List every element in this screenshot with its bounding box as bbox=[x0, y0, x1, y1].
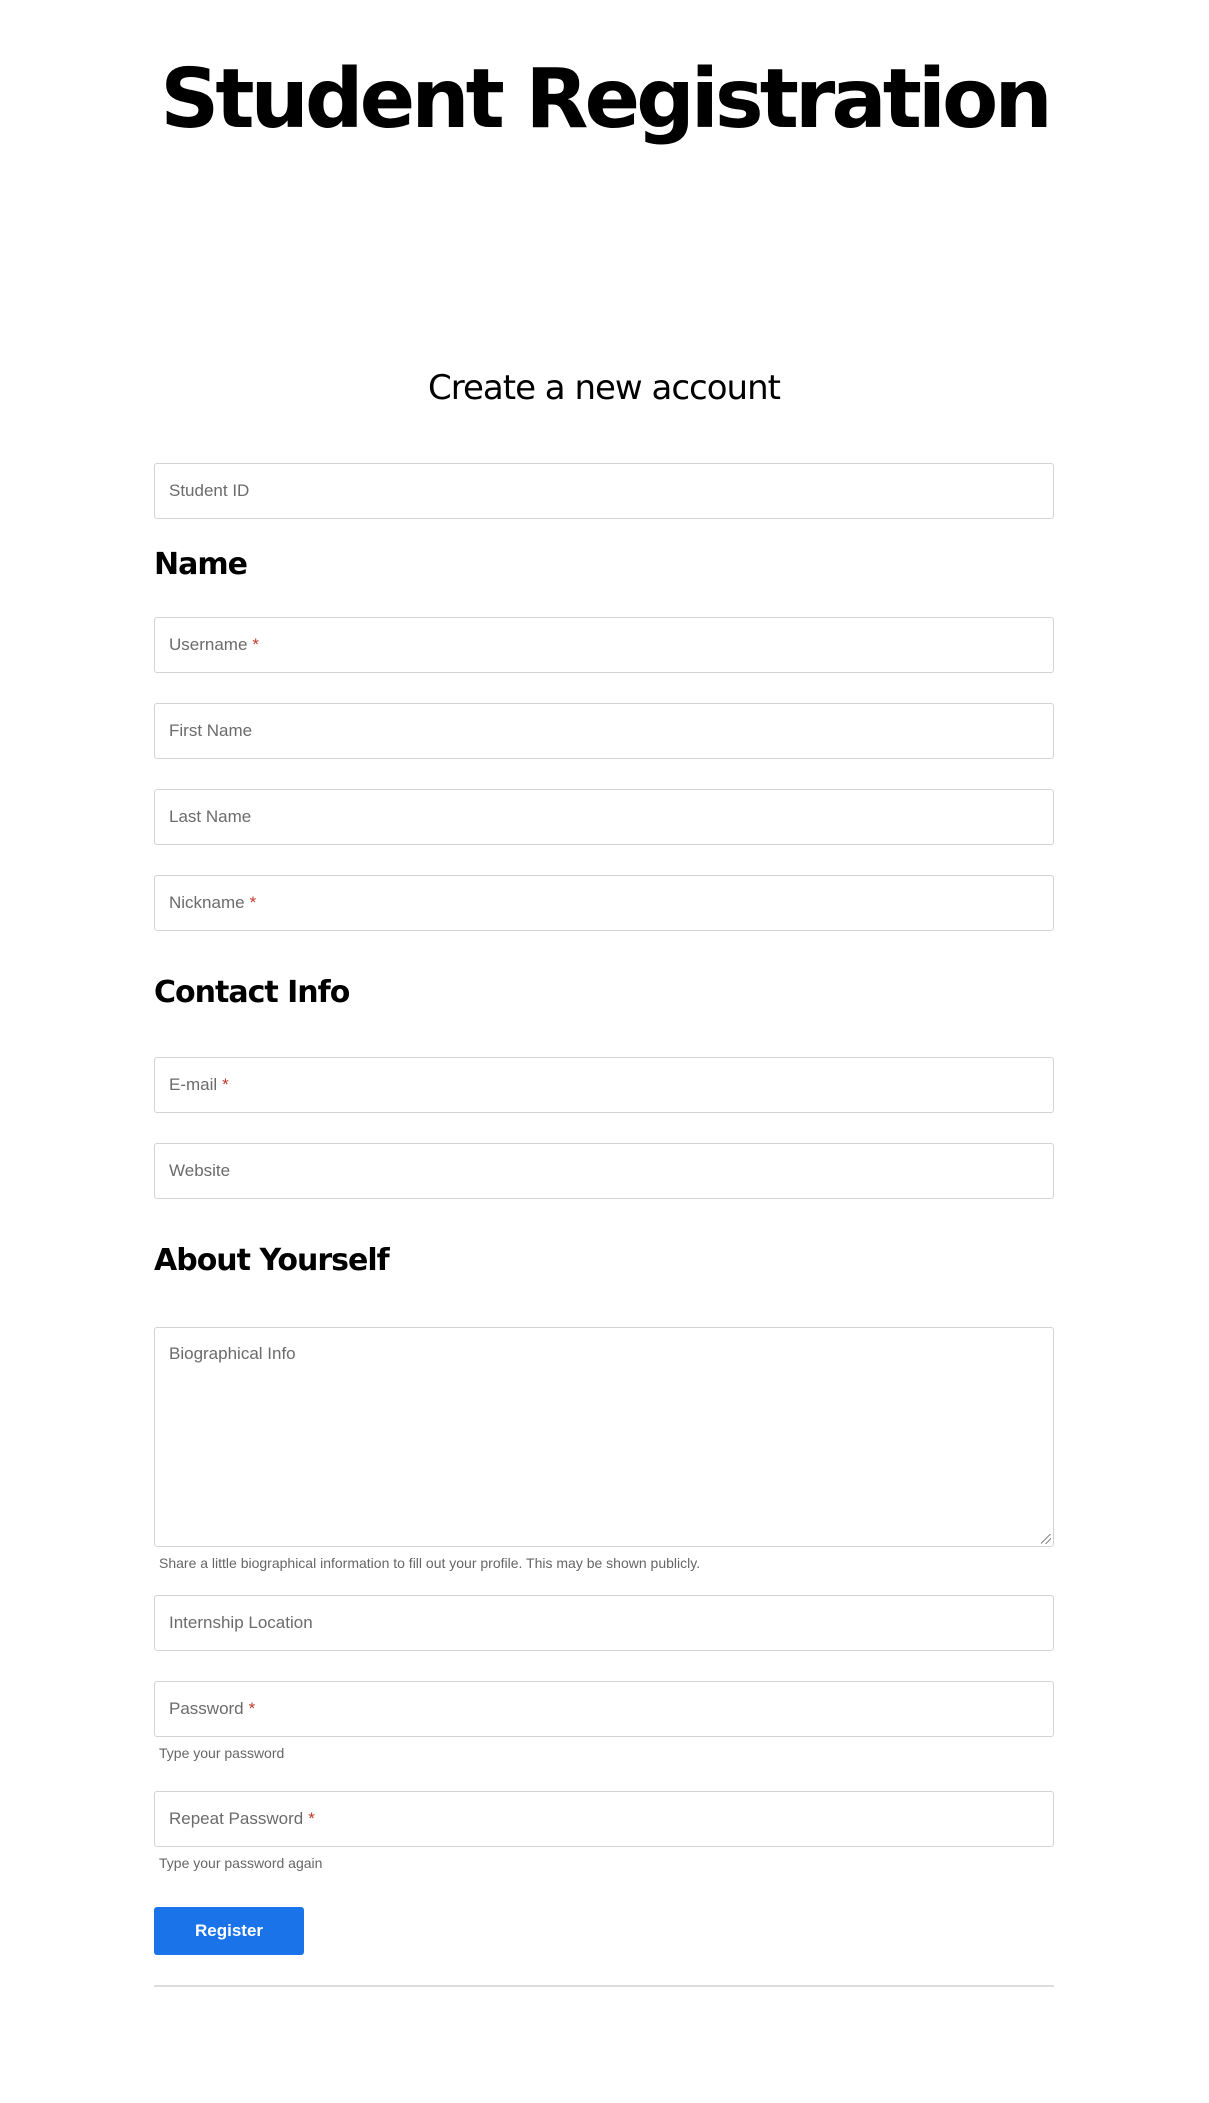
required-marker: * bbox=[222, 1075, 229, 1094]
section-heading-contact: Contact Info bbox=[154, 975, 350, 1010]
section-heading-name: Name bbox=[154, 547, 247, 582]
register-button[interactable]: Register bbox=[154, 1907, 304, 1955]
email-label: E-mail bbox=[169, 1075, 218, 1094]
student-id-label: Student ID bbox=[169, 481, 250, 500]
internship-location-input[interactable] bbox=[154, 1595, 1054, 1651]
resize-handle-icon[interactable] bbox=[1041, 1534, 1051, 1544]
internship-location-label: Internship Location bbox=[169, 1613, 313, 1632]
student-id-input[interactable] bbox=[154, 463, 1054, 519]
form-heading: Create a new account bbox=[428, 368, 780, 408]
divider bbox=[154, 1985, 1054, 1987]
bio-help-text: Share a little biographical information to fill out your profile. This may be shown publicly. bbox=[159, 1555, 701, 1571]
page-title: Student Registration bbox=[160, 52, 1049, 147]
username-label: Username bbox=[169, 635, 248, 654]
last-name-label: Last Name bbox=[169, 807, 252, 826]
bio-label: Biographical Info bbox=[169, 1344, 296, 1363]
last-name-input[interactable] bbox=[154, 789, 1054, 845]
repeat-password-label: Repeat Password bbox=[169, 1809, 304, 1828]
username-input[interactable] bbox=[154, 617, 1054, 673]
required-marker: * bbox=[249, 893, 257, 912]
repeat-password-help-text: Type your password again bbox=[159, 1855, 323, 1871]
website-label: Website bbox=[169, 1161, 231, 1180]
required-marker: * bbox=[308, 1809, 315, 1828]
nickname-label: Nickname bbox=[169, 893, 245, 912]
password-label: Password bbox=[169, 1699, 244, 1718]
section-heading-about: About Yourself bbox=[154, 1243, 389, 1278]
first-name-label: First Name bbox=[169, 721, 253, 740]
first-name-input[interactable] bbox=[154, 703, 1054, 759]
repeat-password-input[interactable] bbox=[154, 1791, 1054, 1847]
nickname-input[interactable] bbox=[154, 875, 1054, 931]
website-input[interactable] bbox=[154, 1143, 1054, 1199]
required-marker: * bbox=[248, 1699, 256, 1718]
password-input[interactable] bbox=[154, 1681, 1054, 1737]
required-marker: * bbox=[252, 635, 260, 654]
email-input[interactable] bbox=[154, 1057, 1054, 1113]
registration-form bbox=[154, 363, 1054, 1987]
bio-textarea[interactable] bbox=[154, 1327, 1054, 1547]
password-help-text: Type your password bbox=[159, 1745, 285, 1761]
